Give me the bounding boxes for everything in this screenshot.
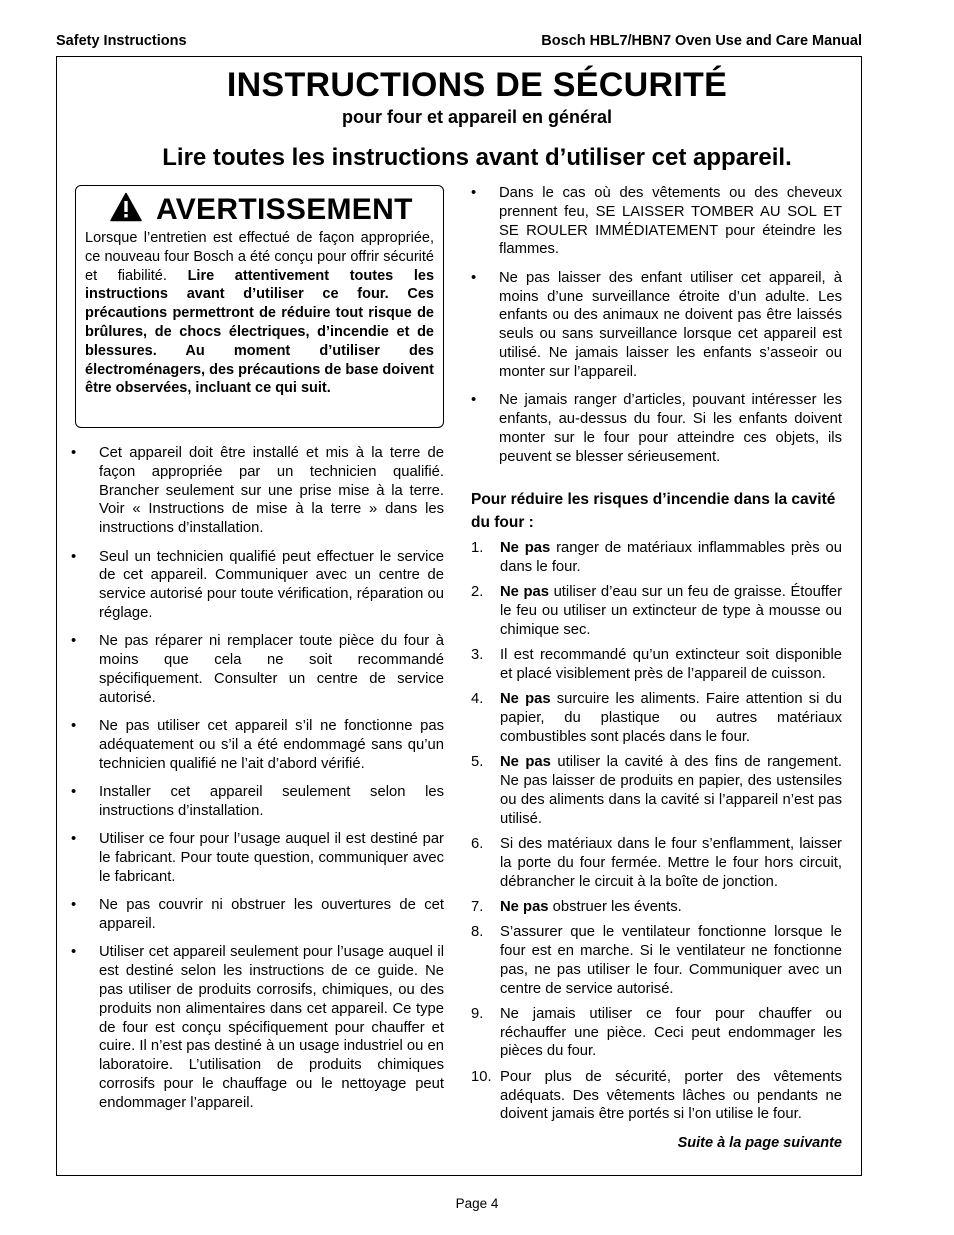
item-number: 2. (471, 584, 484, 601)
item-number: 10. (471, 1068, 492, 1085)
item-text (500, 690, 842, 746)
item-number: 3. (471, 647, 484, 664)
bullet-mark: • (71, 718, 77, 735)
bullet-mark: • (71, 897, 77, 914)
item-body: Ne jamais utiliser ce four pour chauffer ou réchauffer une pièce. Ceci peut endommager les pièces du four. (500, 1005, 842, 1060)
safety-bullet-item (71, 896, 444, 934)
item-bold-lead: Ne pas (500, 584, 549, 601)
item-text (500, 898, 842, 917)
bullet-mark: • (71, 633, 77, 650)
right-column (471, 184, 842, 1131)
bullet-mark: • (71, 445, 77, 461)
warning-text (85, 229, 434, 398)
bullet-mark: • (471, 185, 477, 201)
item-text (500, 646, 842, 684)
item-text (500, 539, 842, 577)
bullet-text: Installer cet appareil seulement selon les instructions d’installation. (99, 784, 444, 819)
continued-note: Suite à la page suivante (677, 1135, 842, 1151)
numbered-item (471, 539, 842, 577)
warning-title: AVERTISSEMENT (156, 192, 413, 226)
item-number: 6. (471, 836, 484, 852)
item-text (500, 923, 842, 998)
safety-bullet-item (71, 943, 444, 1112)
bullet-mark: • (71, 548, 77, 565)
bullet-text: Seul un technicien qualifié peut effectuer le service de cet appareil. Communiquer avec un centre de service autorisé pour toute vérification, réparation ou réglage. (99, 548, 444, 621)
bullet-text: Dans le cas où des vêtements ou des cheveux prennent feu, SE LAISSER TOMBER AU SOL ET SE ROULER IMMÉDIATEMENT pour éteindre les flammes. (499, 185, 842, 258)
warning-header (110, 192, 413, 227)
numbered-item (471, 646, 842, 684)
numbered-item (471, 835, 842, 891)
item-bold-lead: Ne pas (500, 898, 549, 915)
item-number: 9. (471, 1005, 484, 1022)
running-header-section: Safety Instructions (56, 33, 187, 49)
bullet-text: Utiliser ce four pour l’usage auquel il est destiné par le fabricant. Pour toute question, communiquer avec le fabricant. (99, 831, 444, 885)
numbered-item (471, 690, 842, 746)
bullet-text: Utiliser cet appareil seulement pour l’usage auquel il est destiné selon les instructions de ce guide. Ne pas utiliser de produits corrosifs, chimiques, ou des produits non alimentaires dans cet appareil. Ce type de four est conçu spécifiquement pour chauffer et cuire. Il n’est pas destiné à un usage industriel ou en laboratoire. L’utilisation de produits chimiques corrosifs pour le chauffage ou le nettoyage peut endommager l’appareil. (99, 944, 444, 1111)
item-body: Si des matériaux dans le four s’enflamment, laisser la porte du four fermée. Mettre le four hors circuit, débrancher le circuit à la boîte de jonction. (500, 836, 842, 890)
item-body: surcuire les aliments. Faire attention si du papier, du plastique ou autres matériaux combustibles sont placés dans le four. (500, 691, 842, 746)
page-subtitle: pour four et appareil en général (341, 107, 613, 127)
item-bold-lead: Ne pas (500, 691, 551, 708)
safety-bullet-item (71, 783, 444, 821)
numbered-item (471, 923, 842, 998)
numbered-item (471, 583, 842, 639)
warning-bold-text: Lire attentivement toutes les instructions avant d’utiliser ce four. Ces précautions permettront de réduire tout risque de brûlures, de chocs électriques, d’incendie et de blessures. Au moment d’utiliser des électroménagers, des précautions de base doivent être observées, incluant ce qui suit. (85, 267, 435, 397)
bullet-mark: • (471, 392, 477, 409)
item-number: 7. (471, 898, 484, 915)
warning-intro: Lorsque l’entretien est effectué de façon appropriée, ce nouveau four Bosch a été conçu pour offrir sécurité et fiabilité. (85, 230, 434, 284)
safety-bullet-item (71, 830, 444, 886)
bullet-text: Ne jamais ranger d’articles, pouvant intéresser les enfants, au-dessus du four. Si les enfants doivent monter sur le four pour atteindre ces objets, ils peuvent se blesser sérieusement. (499, 392, 842, 465)
bullet-text: Ne pas couvrir ni obstruer les ouvertures de cet appareil. (99, 897, 444, 933)
item-number: 8. (471, 924, 484, 941)
page-title: INSTRUCTIONS DE SÉCURITÉ (226, 66, 728, 104)
item-text (500, 583, 842, 639)
read-all-instructions-heading: Lire toutes les instructions avant d’utiliser cet appareil. (162, 144, 792, 171)
item-text (500, 835, 842, 891)
left-column (71, 444, 444, 1122)
running-header-manual: Bosch HBL7/HBN7 Oven Use and Care Manual (541, 33, 862, 49)
item-body: Pour plus de sécurité, porter des vêtements adéquats. Des vêtements lâches ou pendants ne doivent jamais être portés si l’on utilise le four. (500, 1068, 842, 1123)
numbered-item (471, 898, 842, 917)
safety-bullet-item (471, 184, 842, 259)
numbered-item (471, 753, 842, 828)
item-bold-lead: Ne pas (500, 754, 551, 771)
item-text (500, 1005, 842, 1061)
bullet-text: Cet appareil doit être installé et mis à la terre de façon appropriée par un technicien qualifié. Brancher seulement sur une prise mise à la terre. Voir « Instructions de mise à la terre » dans les instructions d’installation. (99, 445, 444, 537)
item-body: utiliser la cavité à des fins de rangement. Ne pas laisser de produits en papier, des ustensiles ou des aliments dans la cavité si l’appareil n’est pas utilisé. (500, 754, 842, 827)
item-body: ranger de matériaux inflammables près ou dans le four. (500, 540, 842, 576)
fire-risk-heading: Pour réduire les risques d’incendie dans la cavité du four : (471, 491, 836, 532)
safety-bullet-item (71, 717, 444, 773)
item-text (500, 1068, 842, 1124)
safety-bullet-item (71, 548, 444, 623)
bullet-text: Ne pas laisser des enfant utiliser cet appareil, à moins d’une surveillance étroite d’un adulte. Les enfants ou des animaux ne doivent pas être laissés seuls ou sans surveillance lorsque cet appareil est utilisé. Ne jamais laisser les enfants s’asseoir ou monter sur l’appareil. (499, 269, 842, 380)
warning-triangle-icon (110, 192, 142, 227)
bullet-mark: • (71, 831, 77, 848)
item-number: 5. (471, 754, 484, 771)
item-body: utiliser d’eau sur un feu de graisse. Étouffer le feu ou utiliser un extincteur de type à mousse ou chimique sec. (500, 584, 842, 639)
bullet-mark: • (71, 784, 77, 801)
numbered-item (471, 1005, 842, 1061)
item-number: 1. (471, 540, 484, 557)
item-body: obstruer les évents. (548, 898, 682, 915)
item-number: 4. (471, 691, 484, 708)
bullet-mark: • (71, 944, 77, 961)
bullet-mark: • (471, 269, 477, 286)
item-text (500, 753, 842, 828)
safety-bullet-item (471, 269, 842, 382)
safety-bullet-item (71, 632, 444, 707)
page-number: Page 4 (455, 1196, 499, 1211)
safety-bullet-item (71, 444, 444, 538)
bullet-text: Ne pas utiliser cet appareil s’il ne fonctionne pas adéquatement ou s’il a été endommagé sans qu’un technicien qualifié ne l’ait d’abord vérifié. (99, 718, 444, 772)
safety-bullet-item (471, 391, 842, 466)
item-bold-lead: Ne pas (500, 540, 551, 557)
item-body: S’assurer que le ventilateur fonctionne lorsque le four est en marche. Si le ventilateur ne fonctionne pas, ne pas utiliser le four. Communiquer avec un centre de service autorisé. (500, 924, 842, 997)
bullet-text: Ne pas réparer ni remplacer toute pièce du four à moins que cela ne soit recommandé spécifiquement. Consulter un centre de service autorisé. (99, 633, 444, 706)
item-body: Il est recommandé qu’un extincteur soit disponible et placé visiblement près de l’appareil de cuisson. (500, 647, 842, 683)
numbered-item (471, 1068, 842, 1124)
